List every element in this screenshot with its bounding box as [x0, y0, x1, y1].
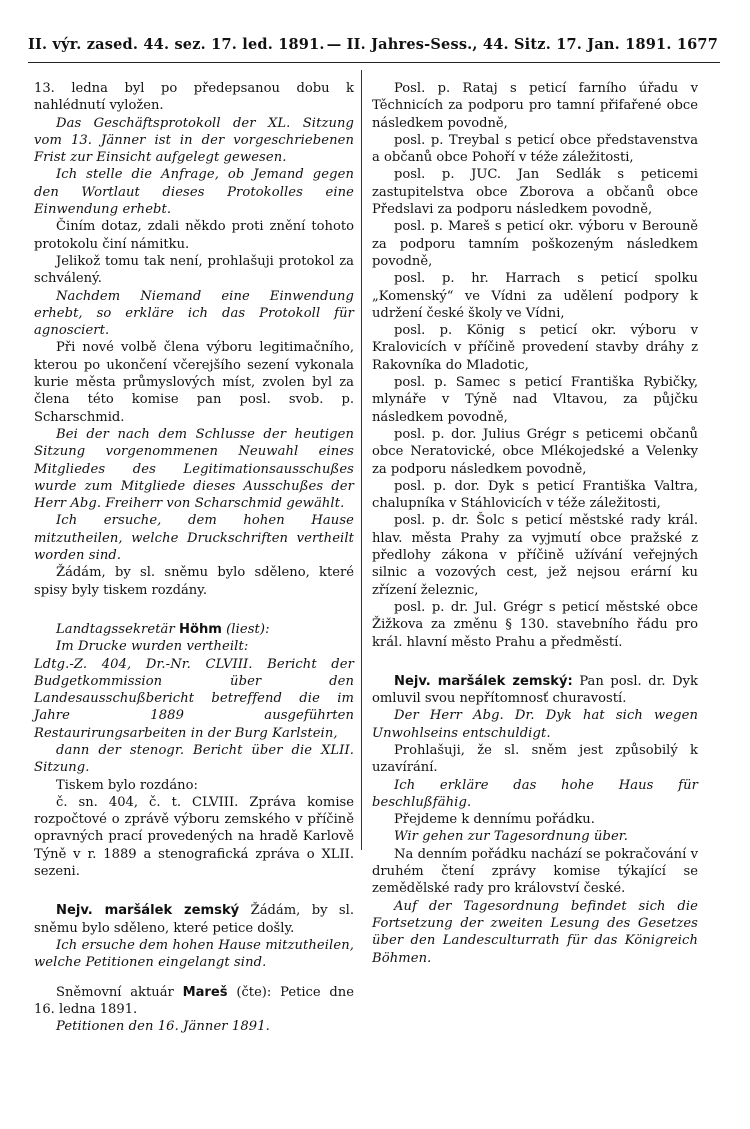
- speaker-text: Žádám, by sl. sněmu bylo sděleno, které petice došly.: [34, 903, 354, 936]
- paragraph: Přejdeme k dennímu pořádku.: [394, 812, 595, 828]
- paragraph: Der Herr Abg. Dr. Dyk hat sich wegen Unwohlseins entschuldigt.: [372, 708, 698, 741]
- paragraph: Žádám, by sl. sněmu bylo sděleno, které spisy byly tiskem rozdány.: [34, 565, 354, 598]
- petition-entry: posl. p. Mareš s peticí okr. výboru v Berouně za podporu tamním poškozeným následkem povodně,: [372, 219, 698, 269]
- paragraph: Ich erkläre das hohe Haus für beschlußfähig.: [372, 777, 698, 810]
- speaker-text: Pan posl. dr. Dyk omluvil svou nepřítomnosť churavostí.: [372, 673, 698, 707]
- paragraph: č. sn. 404, č. t. CLVIII. Zpráva komise rozpočtové o zprávě výboru zemského v příčině opravných prací provedených na hradě Karlově Týně v r. 1889 a stenografická zpráva o XLII. sezeni.: [34, 794, 354, 880]
- speaker-note: (liest):: [226, 621, 270, 637]
- petition-entry: posl. p. dor. Julius Grégr s peticemi občanů obce Neratovické, obce Mlékojedské a Velenky za podporu následkem povodně,: [372, 426, 698, 477]
- petition-entry: posl. p. dr. Jul. Grégr s peticí městské obce Žižkova za změnu § 130. stavebního řádu pro král. hlavní město Prahu a předměstí.: [372, 599, 698, 650]
- speaker-paragraph: [34, 902, 354, 937]
- petition-entry: posl. p. JUC. Jan Sedlák s peticemi zastupitelstva obce Zborova a občanů obce Předslavi za podporu následkem povodně,: [372, 167, 698, 218]
- petition-entry: posl. p. dr. Šolc s peticí městské rady král. hlav. města Prahy za vyjmutí obce pražské z předlohy zákona v příčině užívání veřejných silnic a vozových cest, jež nejsou erární ku zřízení železnic,: [372, 513, 698, 598]
- petition-entry: Posl. p. Rataj s peticí farního úřadu v Těchnicích za podporu pro tamní přifařené obce následkem povodně,: [372, 81, 698, 131]
- speaker-paragraph: [34, 621, 354, 638]
- header-right: — II. Jahres-Sess., 44. Sitz. 17. Jan. 1891. 1677: [326, 36, 718, 53]
- speaker-name: Nejv. maršálek zemský:: [394, 673, 573, 689]
- petition-entry: posl. p. Treybal s peticí obce představenstva a občanů obce Pohoří v téže záležitosti,: [372, 132, 698, 166]
- petition-entry: posl. p. hr. Harrach s peticí spolku „Komenský“ ve Vídni za udělení podpory k udržení české školy ve Vídni,: [372, 271, 698, 321]
- paragraph: Petitionen den 16. Jänner 1891.: [56, 1019, 270, 1035]
- speaker-paragraph: [34, 984, 354, 1019]
- speaker-role: Sněmovní aktuár: [56, 984, 174, 1000]
- paragraph: Im Drucke wurden vertheilt:: [56, 639, 249, 655]
- paragraph: Na denním pořádku nachází se pokračování v druhém čtení zprávy komise týkající se zemědělské rady pro království české.: [372, 846, 698, 897]
- speaker-name: Nejv. maršálek zemský: [56, 903, 240, 919]
- column-divider: [361, 70, 362, 850]
- header-rule: [28, 62, 720, 63]
- petition-entry: posl. p. dor. Dyk s peticí Františka Valtra, chalupníka v Stáhlovicích v téže záležitosti,: [372, 478, 698, 512]
- paragraph: Wir gehen zur Tagesordnung über.: [394, 829, 628, 845]
- paragraph: Ich ersuche, dem hohen Hause mitzutheilen, welche Druckschriften vertheilt worden sind.: [34, 513, 354, 564]
- petition-entry: posl. p. Samec s peticí Františka Rybičky, mlynáře v Týně nad Vltavou, za půjčku následkem povodně,: [372, 375, 698, 425]
- paragraph: Při nové volbě člena výboru legitimačního, kterou po ukončení včerejšího sezení vykonala kurie města průmyslových míst, zvolen byl za člena této komise pan posl. svob. p. Scharschmid.: [34, 340, 354, 425]
- paragraph: Činím dotaz, zdali někdo proti znění tohoto protokolu činí námitku.: [34, 219, 354, 252]
- header-left: II. výr. zased. 44. sez. 17. led. 1891.: [28, 36, 325, 53]
- right-column: [372, 80, 698, 967]
- speaker-note: (čte):: [236, 984, 272, 1000]
- paragraph: Auf der Tagesordnung befindet sich die Fortsetzung der zweiten Lesung des Gesetzes über den Landesculturrath für das Königreich Böhmen.: [372, 898, 698, 966]
- speaker-text: Petice dne 16. ledna 1891.: [34, 984, 354, 1017]
- left-column: [34, 80, 354, 1035]
- paragraph: dann der stenogr. Bericht über die XLII. Sitzung.: [34, 742, 354, 776]
- paragraph: 13. ledna byl po předepsanou dobu k nahlédnutí vyložen.: [34, 81, 354, 114]
- paragraph: Prohlašuji, že sl. sněm jest způsobilý k uzavírání.: [372, 742, 698, 776]
- paragraph: Bei der nach dem Schlusse der heutigen Sitzung vorgenommenen Neuwahl eines Mitgliedes des Legitimationsausschußes wurde zum Mitgliede dieses Ausschußes der Herr Abg. Freiherr von Scharschmid gewählt.: [34, 426, 354, 512]
- paragraph: Ldtg.-Z. 404, Dr.-Nr. CLVIII. Bericht der Budgetkommission über den Landesausschußbericht betreffend die im Jahre 1889 ausgeführten Restaurirungsarbeiten in der Burg Karlstein,: [34, 656, 354, 741]
- paragraph: Ich ersuche dem hohen Hause mitzutheilen, welche Petitionen eingelangt sind.: [34, 937, 354, 971]
- paragraph: Tiskem bylo rozdáno:: [56, 777, 198, 793]
- paragraph: Nachdem Niemand eine Einwendung erhebt, so erkläre ich das Protokoll für agnosciert.: [34, 288, 354, 339]
- speaker-paragraph: [372, 673, 698, 708]
- paragraph: Das Geschäftsprotokoll der XL. Sitzung vom 13. Jänner ist in der vorgeschriebenen Frist zur Einsicht aufgelegt gewesen.: [34, 115, 354, 166]
- speaker-role: Landtagssekretär: [56, 621, 175, 637]
- speaker-name: Höhm: [179, 621, 222, 637]
- paragraph: Ich stelle die Anfrage, ob Jemand gegen den Wortlaut dieses Protokolles eine Einwendung erhebt.: [34, 167, 354, 218]
- petition-entry: posl. p. König s peticí okr. výboru v Kralovicích v příčině provedení stavby dráhy z Rakovníka do Mladotic,: [372, 323, 698, 373]
- paragraph: Jelikož tomu tak není, prohlašuji protokol za schválený.: [34, 253, 354, 287]
- speaker-name: Mareš: [182, 984, 228, 1000]
